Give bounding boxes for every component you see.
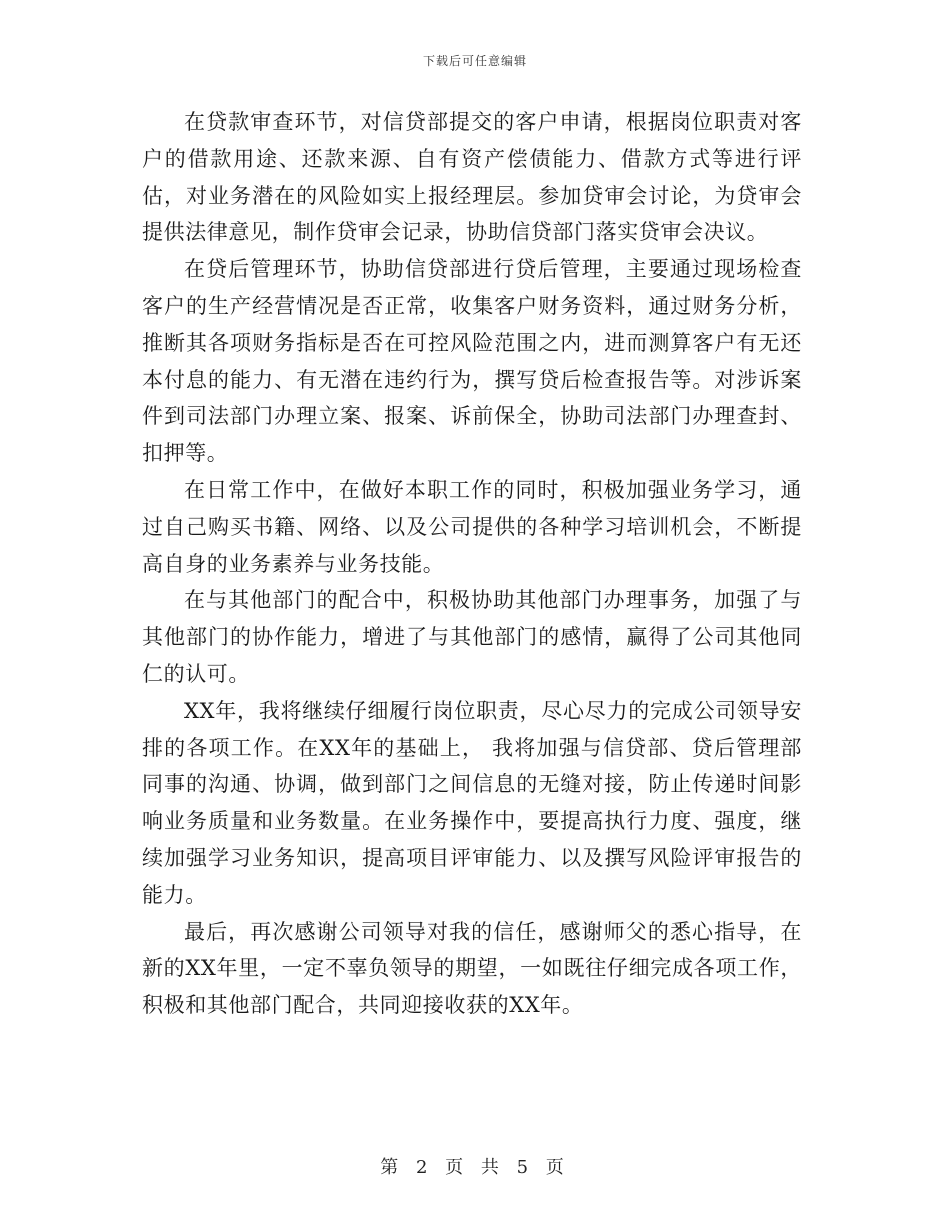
paragraph-closing-thanks: 最后，再次感谢公司领导对我的信任，感谢师父的悉心指导，在新的XX年里，一定不辜负领导的期望，一如既往仔细完成各项工作，积极和其他部门配合，共同迎接收获的XX年。 bbox=[142, 919, 802, 1018]
paragraph-department-cooperation: 在与其他部门的配合中，积极协助其他部门办理事务，加强了与其他部门的协作能力，增进了与其他部门的感情，赢得了公司其他同仁的认可。 bbox=[142, 588, 802, 686]
paragraph-loan-review: 在贷款审查环节，对信贷部提交的客户申请，根据岗位职责对客户的借款用途、还款来源、自有资产偿债能力、借款方式等进行评估，对业务潜在的风险如实上报经理层。参加贷审会讨论，为贷审会提供法律意见，制作贷审会记录，协助信贷部门落实贷审会决议。 bbox=[142, 110, 802, 245]
paragraph-next-year-plan: XX年，我将继续仔细履行岗位职责，尽心尽力的完成公司领导安排的各项工作。在XX年的基础上， 我将加强与信贷部、贷后管理部同事的沟通、协调，做到部门之间信息的无缝对接，防止传递时间影响业务质量和业务数量。在业务操作中，要提高执行力度、强度，继续加强学习业务知识，提高项目评审能力、以及撰写风险评审报告的能力。 bbox=[142, 698, 802, 907]
paragraph-daily-work: 在日常工作中，在做好本职工作的同时，积极加强业务学习，通过自己购买书籍、网络、以及公司提供的各种学习培训机会，不断提高自身的业务素养与业务技能。 bbox=[142, 477, 802, 576]
page-header: 下载后可任意编辑 bbox=[422, 54, 527, 68]
page-number: 第 2 页 共 5 页 bbox=[380, 1157, 570, 1178]
document-body bbox=[142, 104, 802, 1024]
paragraph-post-loan-management: 在贷后管理环节，协助信贷部进行贷后管理，主要通过现场检查客户的生产经营情况是否正常，收集客户财务资料，通过财务分析，推断其各项财务指标是否在可控风险范围之内，进而测算客户有无还本付息的能力、有无潜在违约行为，撰写贷后检查报告等。对涉诉案件到司法部门办理立案、报案、诉前保全，协助司法部门办理查封、扣押等。 bbox=[142, 257, 802, 466]
